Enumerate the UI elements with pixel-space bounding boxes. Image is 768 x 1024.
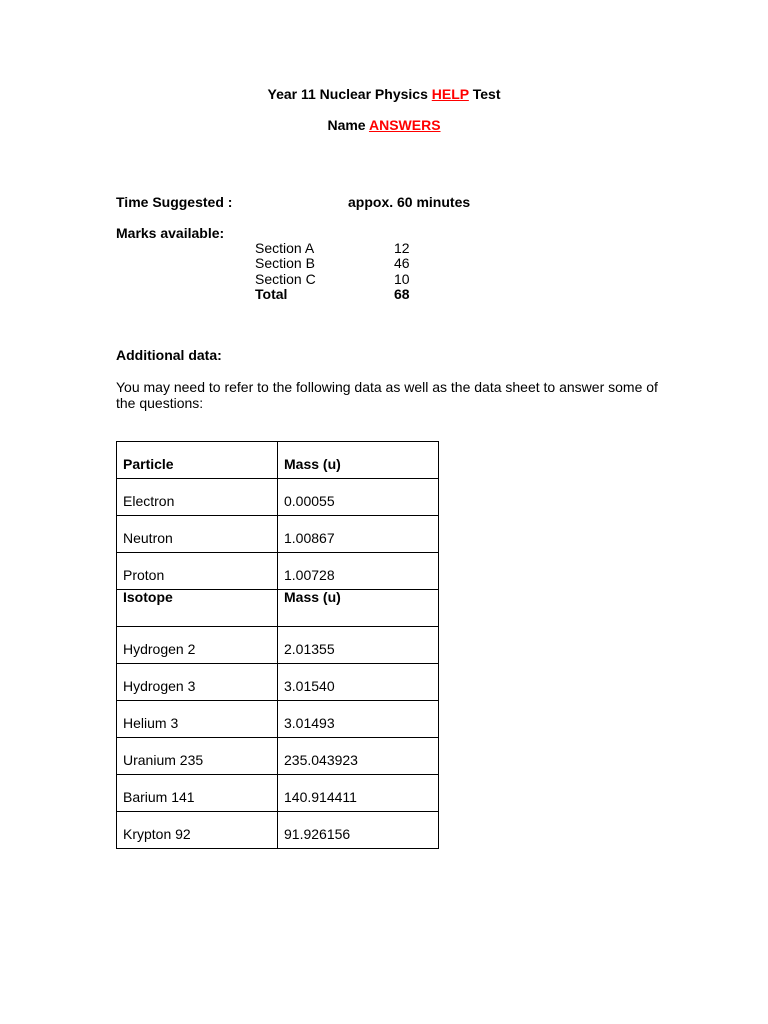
total-label: Total bbox=[255, 286, 288, 302]
isotope-mass-header bbox=[278, 590, 439, 627]
name-label: Name bbox=[327, 117, 369, 133]
table-row bbox=[117, 627, 439, 664]
section-a-marks: 12 bbox=[394, 240, 410, 256]
table-subheader-row bbox=[117, 590, 439, 627]
isotope-mass: 140.914411 bbox=[278, 775, 439, 812]
isotope-name: Hydrogen 3 bbox=[117, 664, 278, 701]
isotope-mass: 3.01493 bbox=[278, 701, 439, 738]
section-c-marks: 10 bbox=[394, 271, 410, 287]
particle-name: Electron bbox=[117, 479, 278, 516]
section-c-label: Section C bbox=[255, 271, 316, 287]
isotope-mass: 2.01355 bbox=[278, 627, 439, 664]
document-title bbox=[0, 86, 768, 102]
additional-data-label: Additional data: bbox=[116, 347, 222, 363]
title-suffix: Test bbox=[468, 86, 501, 102]
isotope-mass-header-text: Mass (u) bbox=[284, 589, 341, 605]
section-b-marks: 46 bbox=[394, 255, 410, 271]
table-row bbox=[117, 553, 439, 590]
particle-name: Proton bbox=[117, 553, 278, 590]
time-suggested-label: Time Suggested : bbox=[116, 194, 233, 210]
section-a-label: Section A bbox=[255, 240, 315, 256]
name-line bbox=[0, 117, 768, 133]
particle-name: Neutron bbox=[117, 516, 278, 553]
table-row bbox=[117, 701, 439, 738]
table-row bbox=[117, 479, 439, 516]
table-row bbox=[117, 664, 439, 701]
title-prefix: Year 11 Nuclear Physics bbox=[267, 86, 432, 102]
isotope-header-text: Isotope bbox=[123, 589, 173, 605]
isotope-name: Barium 141 bbox=[117, 775, 278, 812]
total-marks: 68 bbox=[394, 286, 410, 302]
table-row bbox=[117, 775, 439, 812]
isotope-header bbox=[117, 590, 278, 627]
mass-header: Mass (u) bbox=[278, 442, 439, 479]
isotope-mass: 235.043923 bbox=[278, 738, 439, 775]
particle-mass: 1.00728 bbox=[278, 553, 439, 590]
table-row bbox=[117, 812, 439, 849]
isotope-name: Krypton 92 bbox=[117, 812, 278, 849]
marks-available-label: Marks available: bbox=[116, 225, 225, 241]
isotope-mass: 3.01540 bbox=[278, 664, 439, 701]
particle-mass: 0.00055 bbox=[278, 479, 439, 516]
isotope-name: Uranium 235 bbox=[117, 738, 278, 775]
particle-mass: 1.00867 bbox=[278, 516, 439, 553]
isotope-name: Helium 3 bbox=[117, 701, 278, 738]
additional-data-intro: You may need to refer to the following data as well as the data sheet to answer some of the questions: bbox=[116, 379, 658, 411]
table-header-row bbox=[117, 442, 439, 479]
title-highlight: HELP bbox=[431, 86, 469, 102]
mass-data-table bbox=[116, 441, 439, 849]
time-suggested-value: appox. 60 minutes bbox=[348, 194, 471, 210]
table-row bbox=[117, 738, 439, 775]
section-b-label: Section B bbox=[255, 255, 315, 271]
isotope-name: Hydrogen 2 bbox=[117, 627, 278, 664]
particle-header: Particle bbox=[117, 442, 278, 479]
name-value: ANSWERS bbox=[368, 117, 441, 133]
isotope-mass: 91.926156 bbox=[278, 812, 439, 849]
table-row bbox=[117, 516, 439, 553]
